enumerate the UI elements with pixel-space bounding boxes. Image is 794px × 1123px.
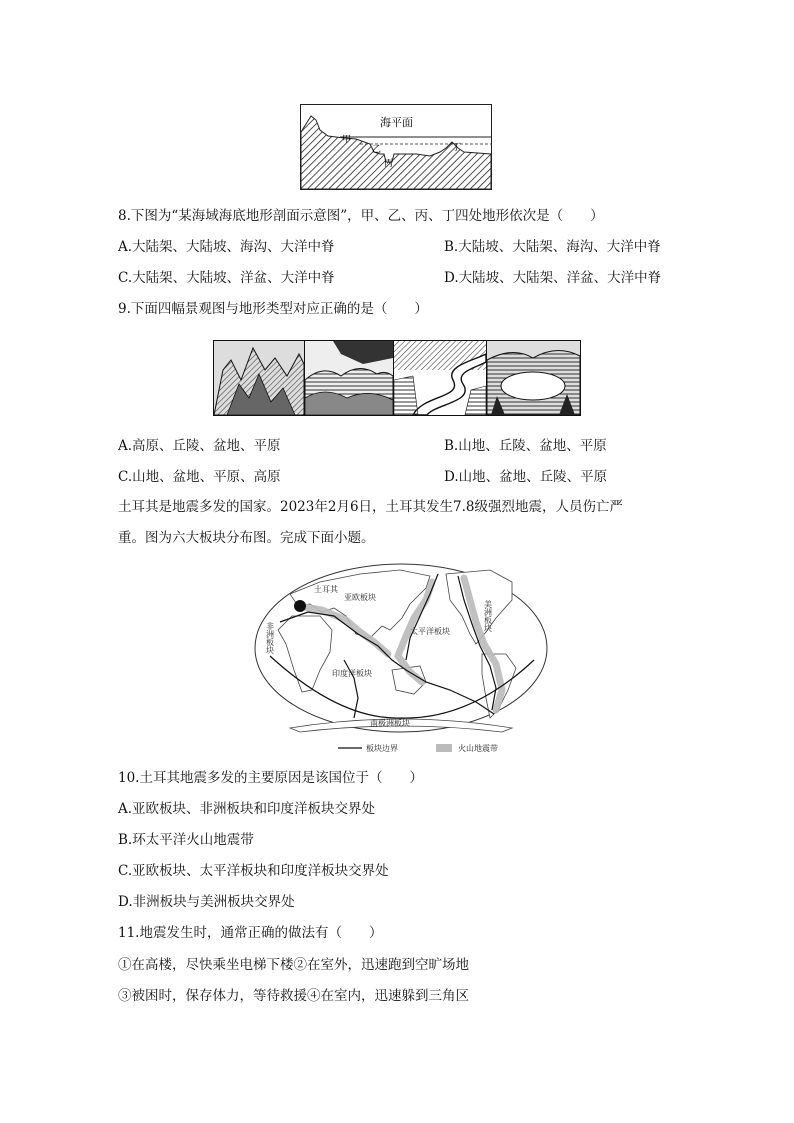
sea-level-label: 海平面 — [380, 116, 413, 129]
q9-option-b: B.山地、丘陵、盆地、平原 — [444, 438, 607, 454]
map-label-antarctic: 南极洲板块 — [370, 719, 410, 728]
plate-map-figure — [250, 560, 552, 756]
q8-option-a: A.大陆架、大陆坡、海沟、大洋中脊 — [118, 239, 335, 255]
q10-option-c: C.亚欧板块、太平洋板块和印度洋板块交界处 — [118, 863, 389, 879]
landscape-panels-figure — [213, 340, 581, 416]
q10-option-d: D.非洲板块与美洲板块交界处 — [118, 894, 295, 910]
q9-option-a: A.高原、丘陵、盆地、平原 — [118, 438, 281, 454]
q10-stem: 10.土耳其地震多发的主要原因是该国位于（ ） — [118, 770, 423, 786]
landscape-panel-1 — [214, 341, 304, 415]
q8-option-c: C.大陆架、大陆坡、洋盆、大洋中脊 — [118, 270, 335, 286]
intro-line-1: 土耳其是地震多发的国家。2023年2月6日，土耳其发生7.8级强烈地震，人员伤亡严 — [118, 499, 624, 515]
q9-option-c: C.山地、盆地、平原、高原 — [118, 469, 281, 485]
seabed-profile-figure — [300, 104, 492, 190]
turkey-marker — [294, 600, 306, 612]
map-label-african: 非洲板块 — [265, 622, 275, 654]
q10-option-a: A.亚欧板块、非洲板块和印度洋板块交界处 — [118, 801, 376, 817]
map-label-american: 美洲板块 — [483, 600, 493, 632]
q8-option-d: D.大陆坡、大陆架、洋盆、大洋中脊 — [444, 270, 662, 286]
map-label-eurasian: 亚欧板块 — [344, 593, 376, 602]
point-yi-label: 乙 — [372, 145, 382, 155]
q11-line-1: ①在高楼，尽快乘坐电梯下楼②在室外，迅速跑到空旷场地 — [118, 957, 469, 973]
point-jia-label: 甲 — [342, 135, 352, 145]
q8-option-b: B.大陆坡、大陆架、海沟、大洋中脊 — [444, 239, 661, 255]
landscape-panel-2 — [305, 341, 393, 415]
q11-line-2: ③被困时，保存体力，等待救援④在室内，迅速躲到三角区 — [118, 988, 469, 1004]
legend-boundary-label: 板块边界 — [366, 744, 398, 753]
q9-stem: 9.下面四幅景观图与地形类型对应正确的是（ ） — [118, 301, 428, 317]
q9-option-d: D.山地、盆地、丘陵、平原 — [444, 469, 608, 485]
q8-stem: 8.下图为“某海域海底地形剖面示意图”，甲、乙、丙、丁四处地形依次是（ ） — [118, 208, 604, 224]
legend-belt-label: 火山地震带 — [458, 744, 498, 753]
map-label-indian: 印度洋板块 — [332, 669, 372, 678]
map-label-pacific: 太平洋板块 — [410, 627, 450, 636]
q10-option-b: B.环太平洋火山地震带 — [118, 832, 254, 848]
q11-stem: 11.地震发生时，通常正确的做法有（ ） — [118, 925, 383, 941]
point-bing-label: 丙 — [384, 159, 394, 169]
landscape-panel-3 — [394, 341, 486, 415]
map-label-turkey: 土耳其 — [314, 585, 338, 594]
point-ding-label: 丁 — [452, 143, 462, 153]
landscape-panel-4 — [487, 341, 580, 415]
intro-line-2: 重。图为六大板块分布图。完成下面小题。 — [118, 530, 375, 546]
